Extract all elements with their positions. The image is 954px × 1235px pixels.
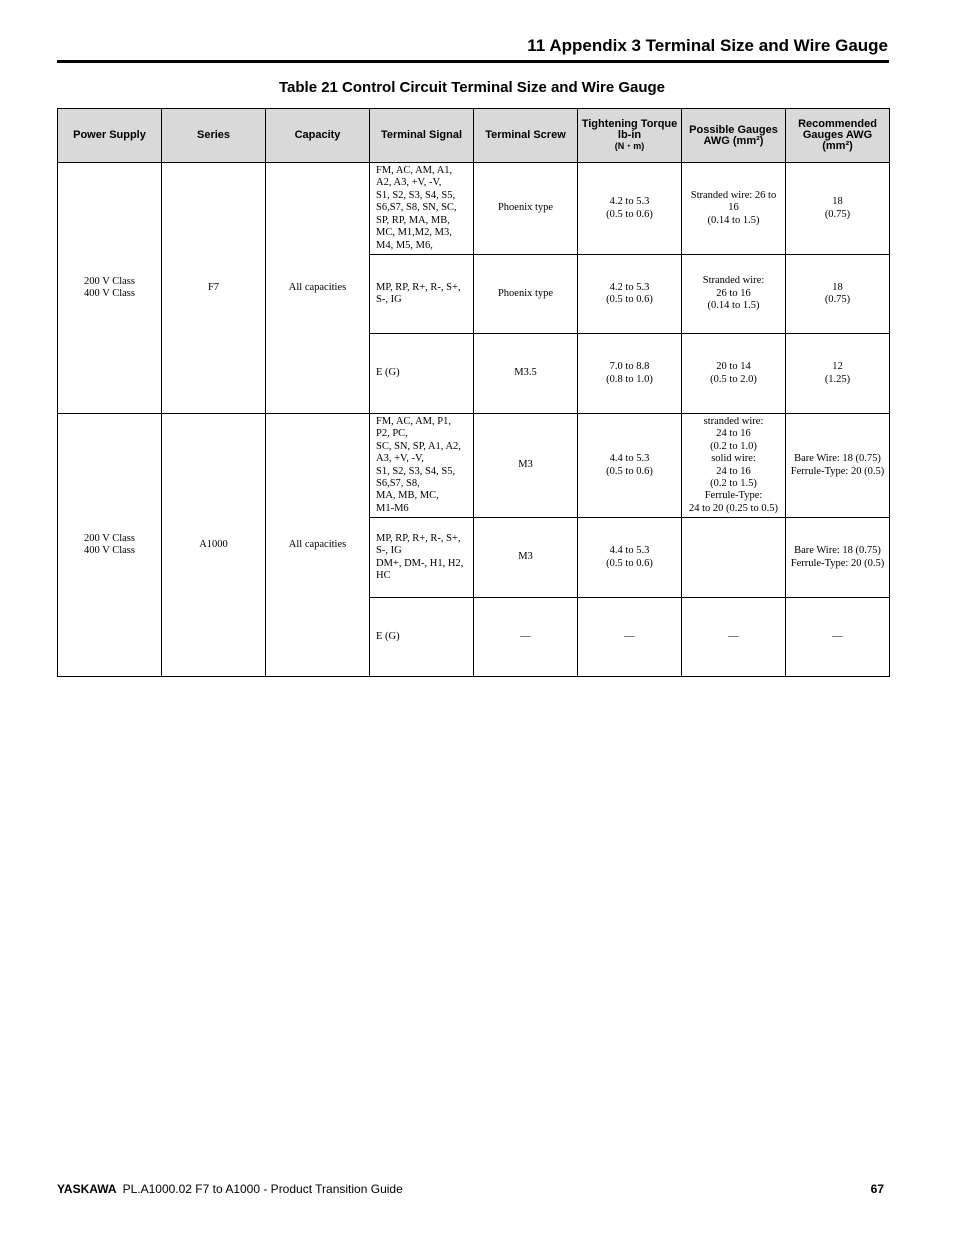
terminal-signal-cell: E (G) [370,598,474,677]
footer-doc-title: PL.A1000.02 F7 to A1000 - Product Transition Guide [122,1182,403,1196]
possible-gauge-cell: Stranded wire: 26 to 16 (0.14 to 1.5) [682,163,786,255]
recommended-gauge-cell: 12 (1.25) [786,334,890,414]
torque-cell: 7.0 to 8.8 (0.8 to 1.0) [578,334,682,414]
torque-cell: — [578,598,682,677]
terminal-signal-cell: E (G) [370,334,474,414]
recommended-gauge-cell: Bare Wire: 18 (0.75) Ferrule-Type: 20 (0.5) [786,414,890,518]
terminal-screw-cell: M3 [474,518,578,598]
terminal-screw-cell: M3 [474,414,578,518]
table-caption: Table 21 Control Circuit Terminal Size and Wire Gauge [278,79,666,96]
col-header-capacity: Capacity [266,109,370,163]
terminal-screw-cell: Phoenix type [474,163,578,255]
table-row [58,414,890,518]
footer-document-info [57,1182,403,1196]
possible-gauge-cell: 20 to 14 (0.5 to 2.0) [682,334,786,414]
col-header-tightening-torque [578,109,682,163]
recommended-gauge-cell: 18 (0.75) [786,163,890,255]
recommended-gauge-cell: — [786,598,890,677]
col-header-power-supply: Power Supply [58,109,162,163]
terminal-screw-cell: Phoenix type [474,255,578,334]
table-header-row [58,109,890,163]
power-supply-cell: 200 V Class 400 V Class [58,163,162,414]
terminal-signal-cell: MP, RP, R+, R-, S+, S-, IG [370,255,474,334]
col-header-terminal-screw: Terminal Screw [474,109,578,163]
capacity-cell: All capacities [266,163,370,414]
torque-cell: 4.2 to 5.3 (0.5 to 0.6) [578,255,682,334]
recommended-gauge-cell: Bare Wire: 18 (0.75) Ferrule-Type: 20 (0.5) [786,518,890,598]
terminal-signal-cell: FM, AC, AM, A1, A2, A3, +V, -V, S1, S2, S3, S4, S5, S6,S7, S8, SN, SC, SP, RP, MA, MB, MC, M1,M2, M3, M4, M5, M6, [370,163,474,255]
possible-gauge-cell: stranded wire: 24 to 16 (0.2 to 1.0) solid wire: 24 to 16 (0.2 to 1.5) Ferrule-Type: 24 to 20 (0.25 to 0.5) [682,414,786,518]
torque-cell: 4.4 to 5.3 (0.5 to 0.6) [578,414,682,518]
possible-gauge-cell: — [682,598,786,677]
terminal-wire-gauge-table [57,108,890,677]
page-number: 67 [870,1182,884,1196]
recommended-gauge-cell: 18 (0.75) [786,255,890,334]
terminal-signal-cell: FM, AC, AM, P1, P2, PC, SC, SN, SP, A1, A2, A3, +V, -V, S1, S2, S3, S4, S5, S6,S7, S8, MA, MB, MC, M1-M6 [370,414,474,518]
torque-cell: 4.4 to 5.3 (0.5 to 0.6) [578,518,682,598]
capacity-cell: All capacities [266,414,370,677]
series-cell: A1000 [162,414,266,677]
col-header-recommended-gauges: Recommended Gauges AWG (mm²) [786,109,890,163]
section-title: 11 Appendix 3 Terminal Size and Wire Gauge [527,36,888,55]
power-supply-cell: 200 V Class 400 V Class [58,414,162,677]
series-cell: F7 [162,163,266,414]
possible-gauge-cell [682,518,786,598]
torque-cell: 4.2 to 5.3 (0.5 to 0.6) [578,163,682,255]
possible-gauge-cell: Stranded wire: 26 to 16 (0.14 to 1.5) [682,255,786,334]
footer-brand: YASKAWA [57,1182,117,1196]
terminal-signal-cell: MP, RP, R+, R-, S+, S-, IG DM+, DM-, H1, H2, HC [370,518,474,598]
header-divider [57,60,889,63]
col-header-terminal-signal: Terminal Signal [370,109,474,163]
terminal-screw-cell: — [474,598,578,677]
torque-unit: (N・m) [614,141,645,151]
torque-label: Tightening Torque lb-in [581,118,678,141]
table-row [58,163,890,255]
terminal-screw-cell: M3.5 [474,334,578,414]
col-header-series: Series [162,109,266,163]
col-header-possible-gauges: Possible Gauges AWG (mm²) [682,109,786,163]
